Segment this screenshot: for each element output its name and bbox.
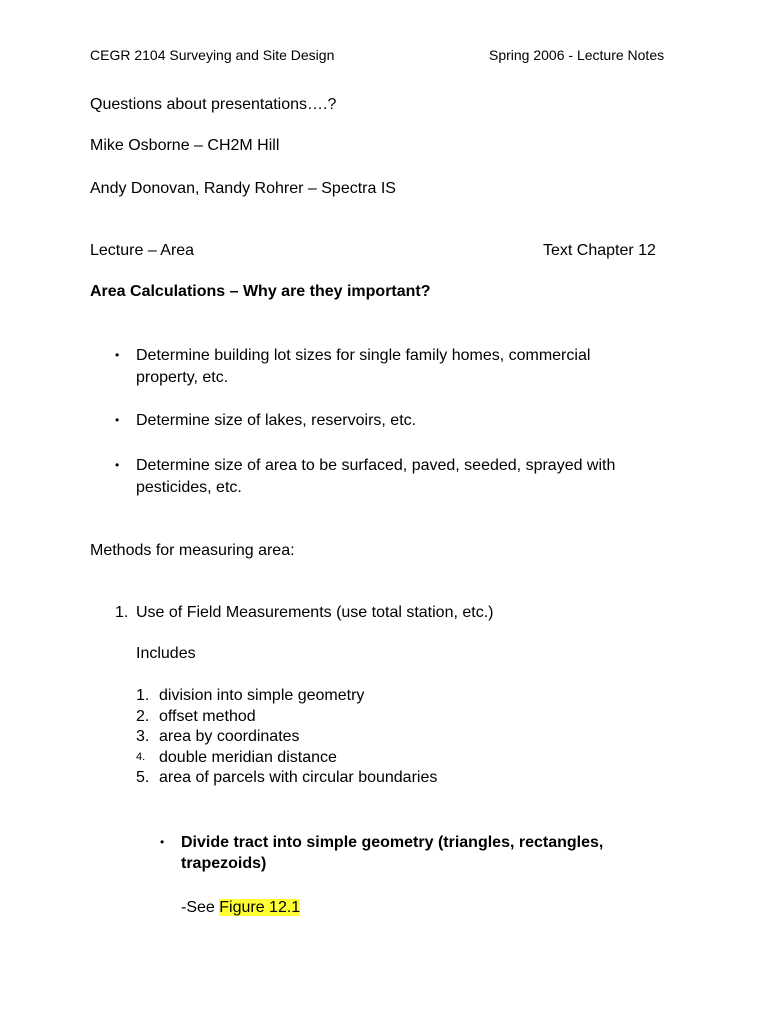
intro-presenter-1: Mike Osborne – CH2M Hill <box>90 137 280 154</box>
includes-label: Includes <box>136 645 196 662</box>
intro-question: Questions about presentations….? <box>90 96 337 113</box>
intro-presenter-2: Andy Donovan, Randy Rohrer – Spectra IS <box>90 180 396 197</box>
sublist-number-2: 2. <box>136 708 150 725</box>
bullet-marker: • <box>115 348 120 362</box>
bullet-3-line-2: pesticides, etc. <box>136 479 242 496</box>
bullet-1-line-2: property, etc. <box>136 369 229 386</box>
sublist-number-1: 1. <box>136 687 150 704</box>
divide-line-1: Divide tract into simple geometry (triangles, rectangles, <box>181 834 604 851</box>
divide-line-2: trapezoids) <box>181 855 267 872</box>
sublist-number-3: 3. <box>136 728 150 745</box>
sublist-item-3: area by coordinates <box>159 728 300 745</box>
methods-item-1-number: 1. <box>115 604 129 621</box>
methods-item-1-text: Use of Field Measurements (use total station, etc.) <box>136 604 494 621</box>
sublist-item-4: double meridian distance <box>159 749 337 766</box>
bullet-2-line-1: Determine size of lakes, reservoirs, etc. <box>136 412 417 429</box>
figure-reference: Figure 12.1 <box>219 899 301 916</box>
header-term: Spring 2006 - Lecture Notes <box>489 47 665 63</box>
bullet-3-line-1: Determine size of area to be surfaced, paved, seeded, sprayed with <box>136 457 616 474</box>
methods-heading: Methods for measuring area: <box>90 542 295 559</box>
header-course: CEGR 2104 Surveying and Site Design <box>90 47 335 63</box>
lecture-title: Lecture – Area <box>90 242 195 259</box>
importance-heading: Area Calculations – Why are they important? <box>90 283 431 300</box>
see-prefix: -See <box>181 899 220 916</box>
bullet-1-line-1: Determine building lot sizes for single family homes, commercial <box>136 347 591 364</box>
bullet-marker: • <box>115 458 120 472</box>
lecture-chapter: Text Chapter 12 <box>543 242 656 259</box>
bullet-marker: • <box>115 413 120 427</box>
see-figure-line <box>181 898 300 917</box>
sublist-item-5: area of parcels with circular boundaries <box>159 769 438 786</box>
bullet-marker: • <box>160 835 165 849</box>
sublist-item-2: offset method <box>159 708 256 725</box>
sublist-number-5: 5. <box>136 769 150 786</box>
sublist-number-4: 4. <box>136 751 146 763</box>
sublist-item-1: division into simple geometry <box>159 687 365 704</box>
